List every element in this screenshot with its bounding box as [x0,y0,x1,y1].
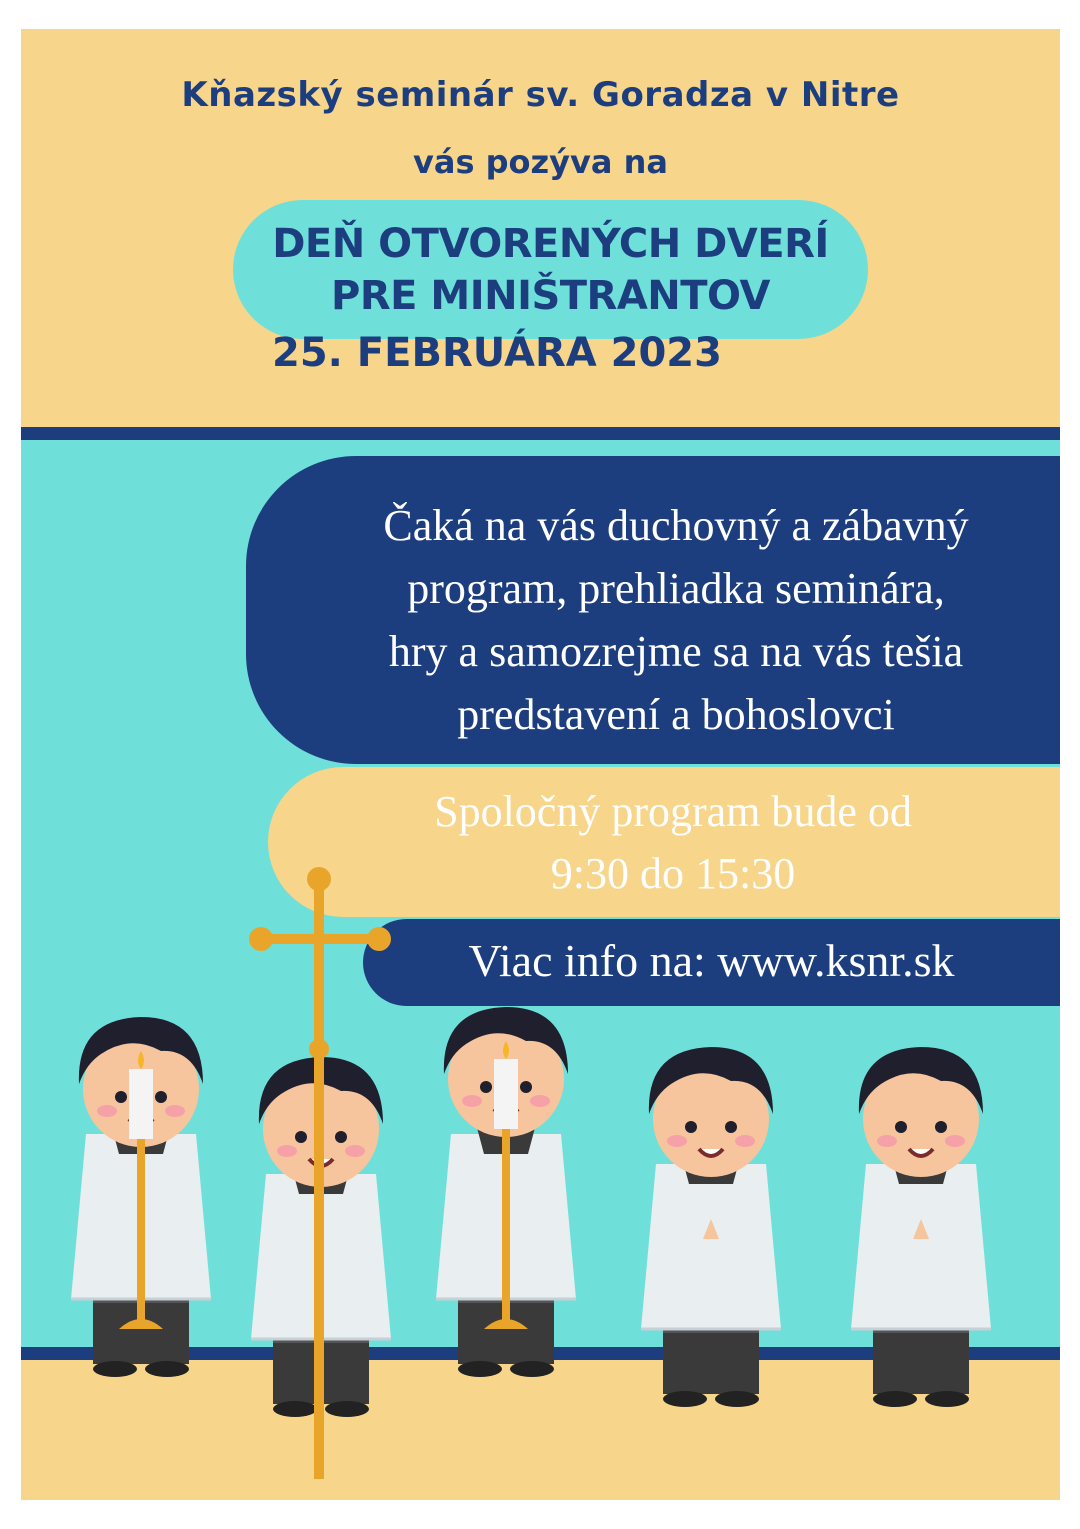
altar-server-3 [436,1007,576,1377]
description-line-1: Čaká na vás duchovný a zábavný [383,501,969,550]
seminary-title: Kňazský seminár sv. Goradza v Nitre [181,75,900,115]
event-title-line-2: PRE MINIŠTRANTOV [331,272,770,319]
divider-line-top [21,427,1060,440]
description-line-4: predstavení a bohoslovci [457,690,895,739]
description-box [246,456,1060,764]
altar-servers-illustration [21,839,1060,1500]
info-text: Viac info na: www.ksnr.sk [468,935,955,986]
event-date: 25. FEBRUÁRA 2023 [272,330,722,376]
schedule-line-2: 9:30 do 15:30 [550,849,796,898]
processional-cross [249,867,391,1479]
altar-server-4 [641,1047,781,1407]
invitation-subtitle: vás pozýva na [413,143,668,181]
description-line-3: hry a samozrejme sa na vás tešia [388,627,964,676]
altar-server-5 [851,1047,991,1407]
description-line-2: program, prehliadka seminára, [407,564,945,613]
event-title-pill [233,200,868,339]
event-title-line-1: DEŇ OTVORENÝCH DVERÍ [272,220,829,267]
schedule-line-1: Spoločný program bude od [434,787,912,836]
description-text [306,494,1046,746]
altar-server-1 [71,1017,211,1377]
poster [21,29,1060,1500]
